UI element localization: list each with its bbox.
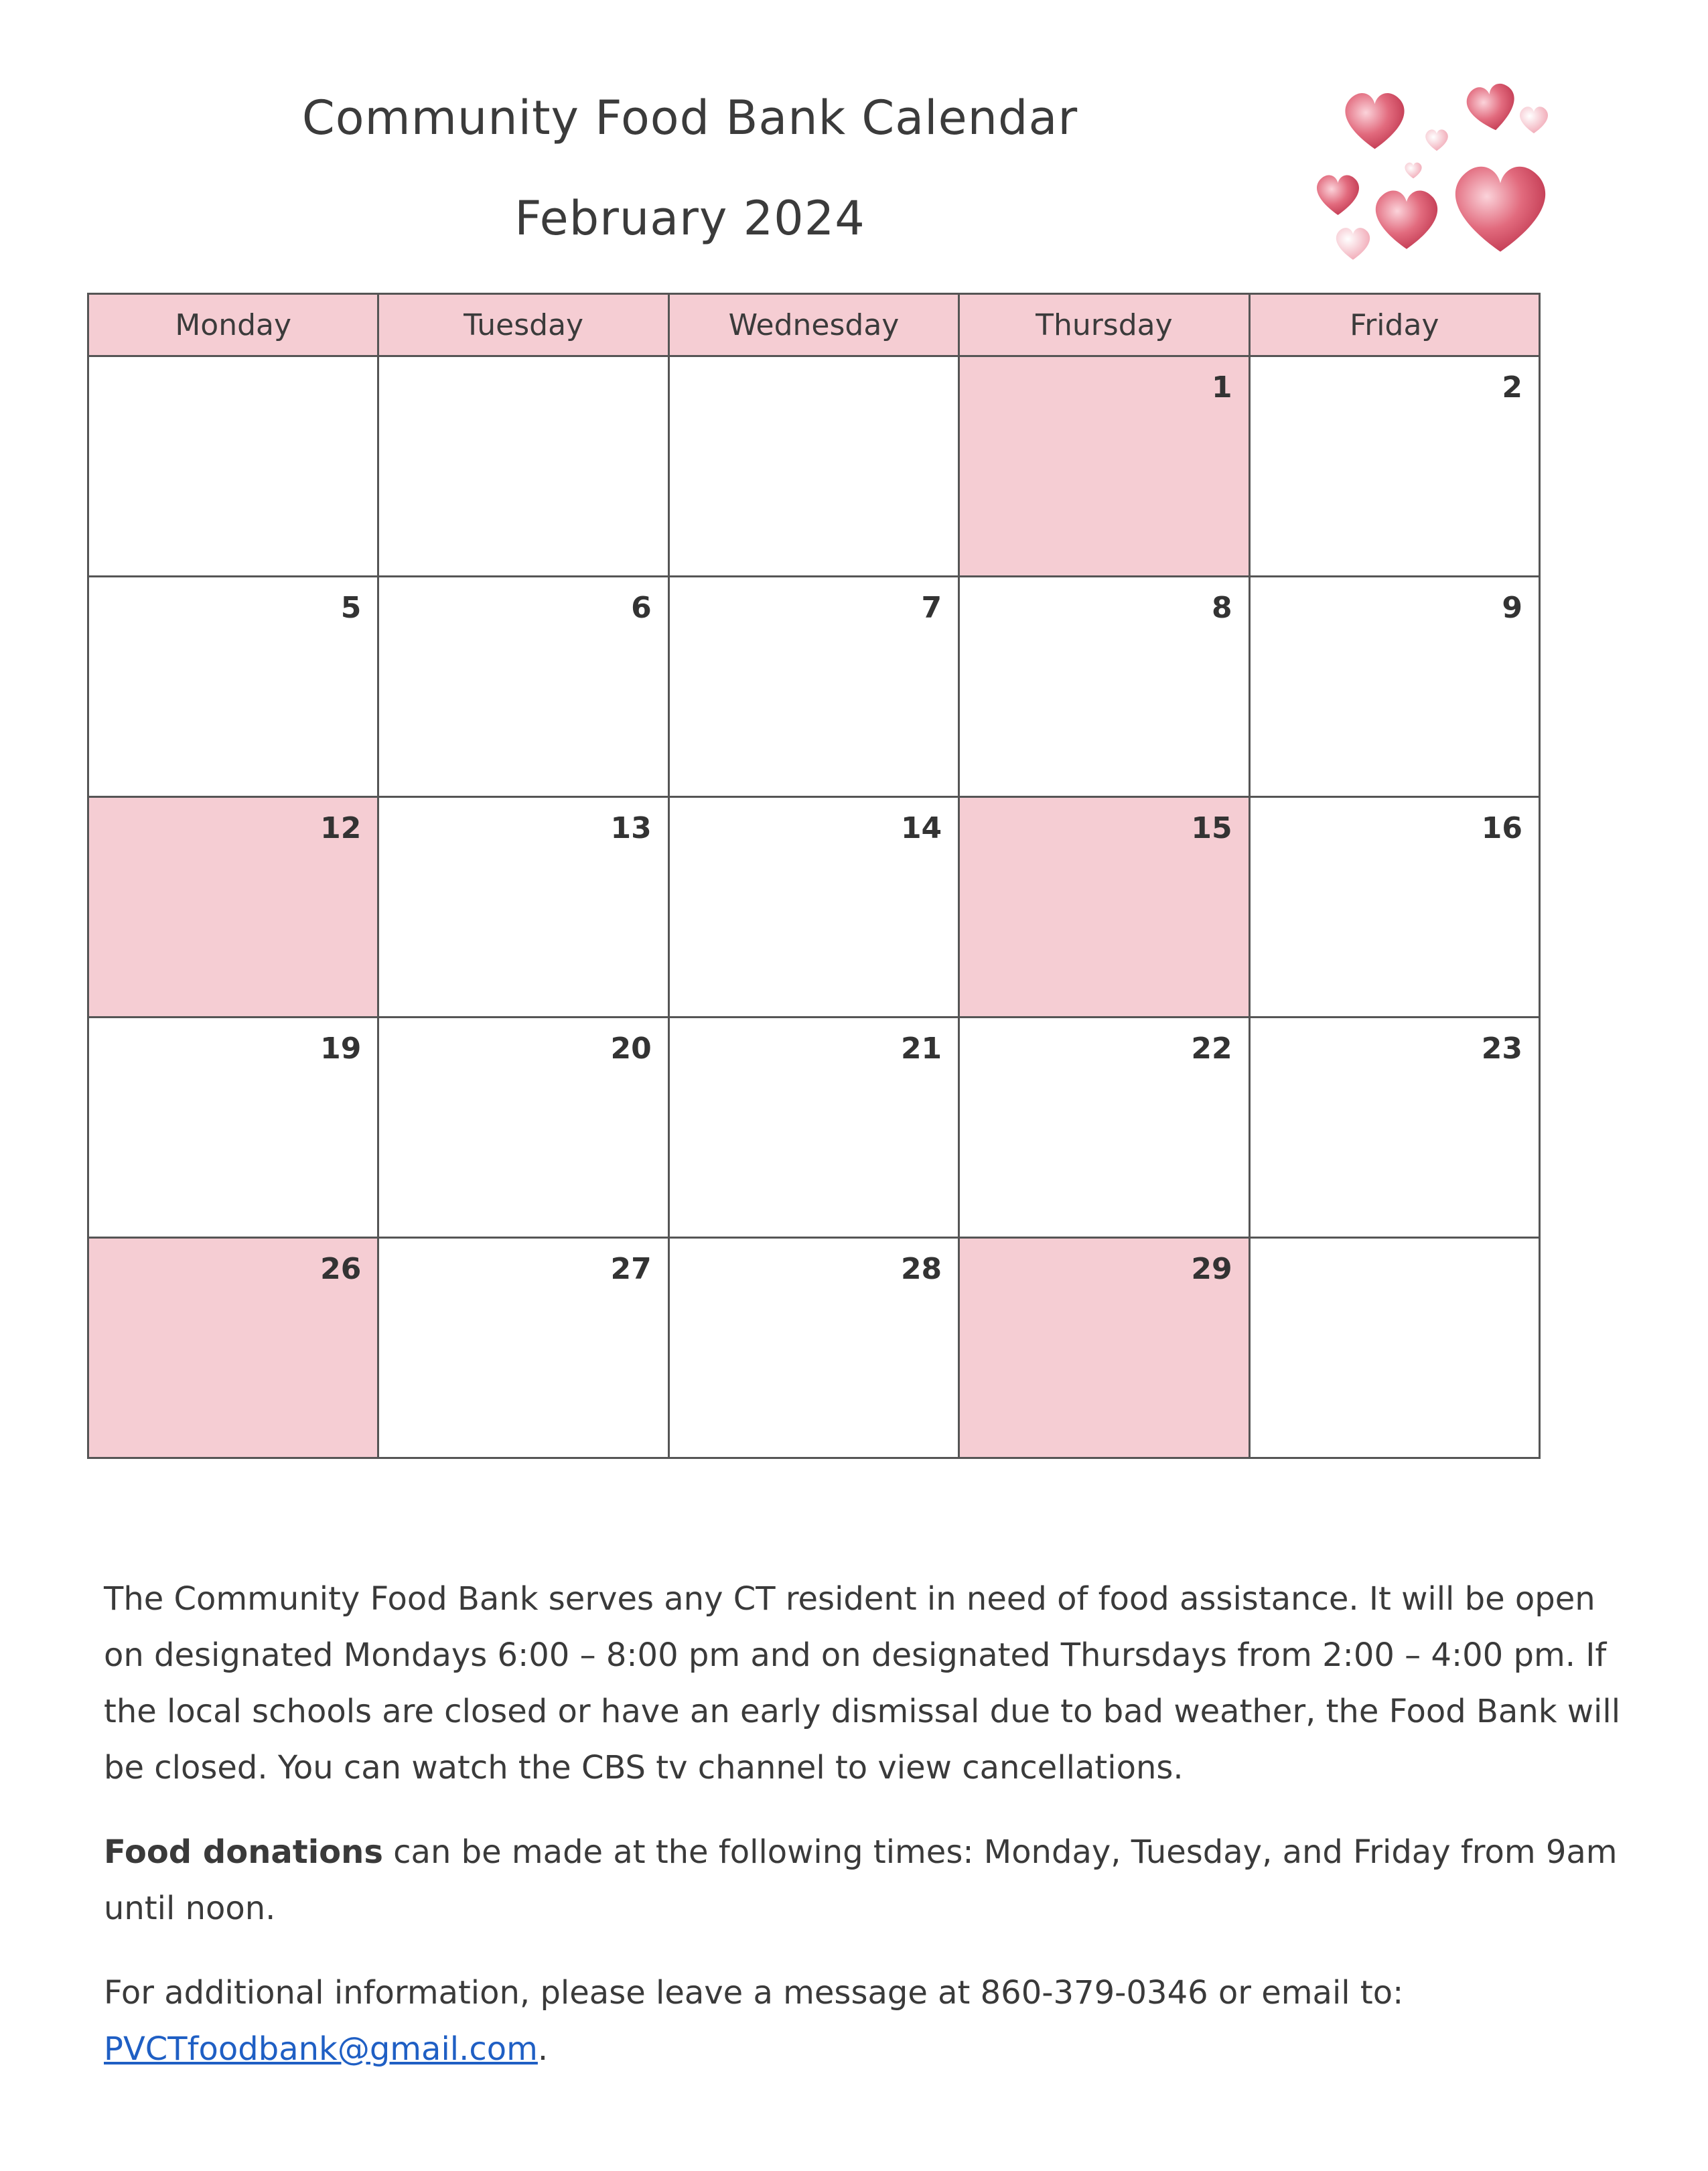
day-cell (88, 356, 378, 577)
page-title: Community Food Bank Calendar (301, 90, 1078, 145)
day-number: 15 (1191, 811, 1232, 845)
day-cell (88, 1018, 378, 1238)
weekday-header-row (88, 294, 1540, 356)
day-cell (88, 1238, 378, 1458)
week-row (88, 797, 1540, 1018)
day-number: 9 (1502, 591, 1522, 625)
day-cell (668, 577, 958, 797)
day-number: 14 (900, 811, 942, 845)
day-cell (1249, 577, 1539, 797)
weekday-friday: Friday (1249, 294, 1539, 356)
day-cell (668, 797, 958, 1018)
day-number: 1 (1211, 370, 1232, 405)
day-number: 28 (900, 1252, 942, 1286)
day-cell (668, 356, 958, 577)
day-cell (959, 1018, 1249, 1238)
day-cell (959, 356, 1249, 577)
day-number: 26 (320, 1252, 362, 1286)
day-cell (88, 797, 378, 1018)
day-number: 22 (1191, 1032, 1232, 1066)
day-cell (1249, 797, 1539, 1018)
day-cell (1249, 1018, 1539, 1238)
day-number: 12 (320, 811, 362, 845)
day-cell (959, 577, 1249, 797)
day-cell (378, 797, 668, 1018)
day-number: 23 (1481, 1032, 1522, 1066)
donations-label: Food donations (104, 1833, 383, 1871)
info-section (104, 1571, 1631, 2105)
calendar-grid (87, 293, 1541, 1459)
day-number: 19 (320, 1032, 362, 1066)
week-row (88, 1018, 1540, 1238)
day-number: 27 (610, 1252, 652, 1286)
contact-paragraph (104, 1965, 1631, 2077)
email-link[interactable]: PVCTfoodbank@gmail.com (104, 2030, 538, 2068)
day-cell (378, 1238, 668, 1458)
day-cell (959, 797, 1249, 1018)
contact-text: For additional information, please leave a message at 860-379-0346 or email to: (104, 1974, 1404, 2012)
weekday-monday: Monday (88, 294, 378, 356)
day-number: 5 (340, 591, 362, 625)
day-number: 20 (610, 1032, 652, 1066)
donations-paragraph (104, 1824, 1631, 1937)
day-cell (1249, 356, 1539, 577)
day-cell (1249, 1238, 1539, 1458)
week-row (88, 1238, 1540, 1458)
day-cell (959, 1238, 1249, 1458)
weekday-wednesday: Wednesday (668, 294, 958, 356)
day-cell (378, 356, 668, 577)
day-cell (88, 577, 378, 797)
donations-text: can be made at the following times: Monday, Tuesday, and Friday from 9am until noon. (104, 1833, 1618, 1927)
month-title: February 2024 (514, 191, 865, 246)
hours-paragraph: The Community Food Bank serves any CT resident in need of food assistance. It will be open on designated Mondays 6:00 – 8:00 pm and on designated Thursdays from 2:00 – 4:00 pm. If the local schools are closed or have an early dismissal due to bad weather, the Food Bank will be closed. You can watch the CBS tv channel to view cancellations. (104, 1580, 1621, 1787)
day-number: 6 (631, 591, 652, 625)
day-cell (668, 1238, 958, 1458)
email-trailing: . (537, 2030, 549, 2068)
weekday-thursday: Thursday (959, 294, 1249, 356)
day-number: 2 (1502, 370, 1522, 405)
week-row (88, 577, 1540, 797)
weekday-tuesday: Tuesday (378, 294, 668, 356)
day-cell (378, 577, 668, 797)
day-number: 8 (1211, 591, 1232, 625)
day-cell (378, 1018, 668, 1238)
day-number: 13 (610, 811, 652, 845)
day-number: 7 (921, 591, 942, 625)
week-row (88, 356, 1540, 577)
day-number: 21 (900, 1032, 942, 1066)
day-number: 29 (1191, 1252, 1232, 1286)
day-cell (668, 1018, 958, 1238)
hearts-cluster-icon (1313, 74, 1581, 275)
day-number: 16 (1481, 811, 1522, 845)
